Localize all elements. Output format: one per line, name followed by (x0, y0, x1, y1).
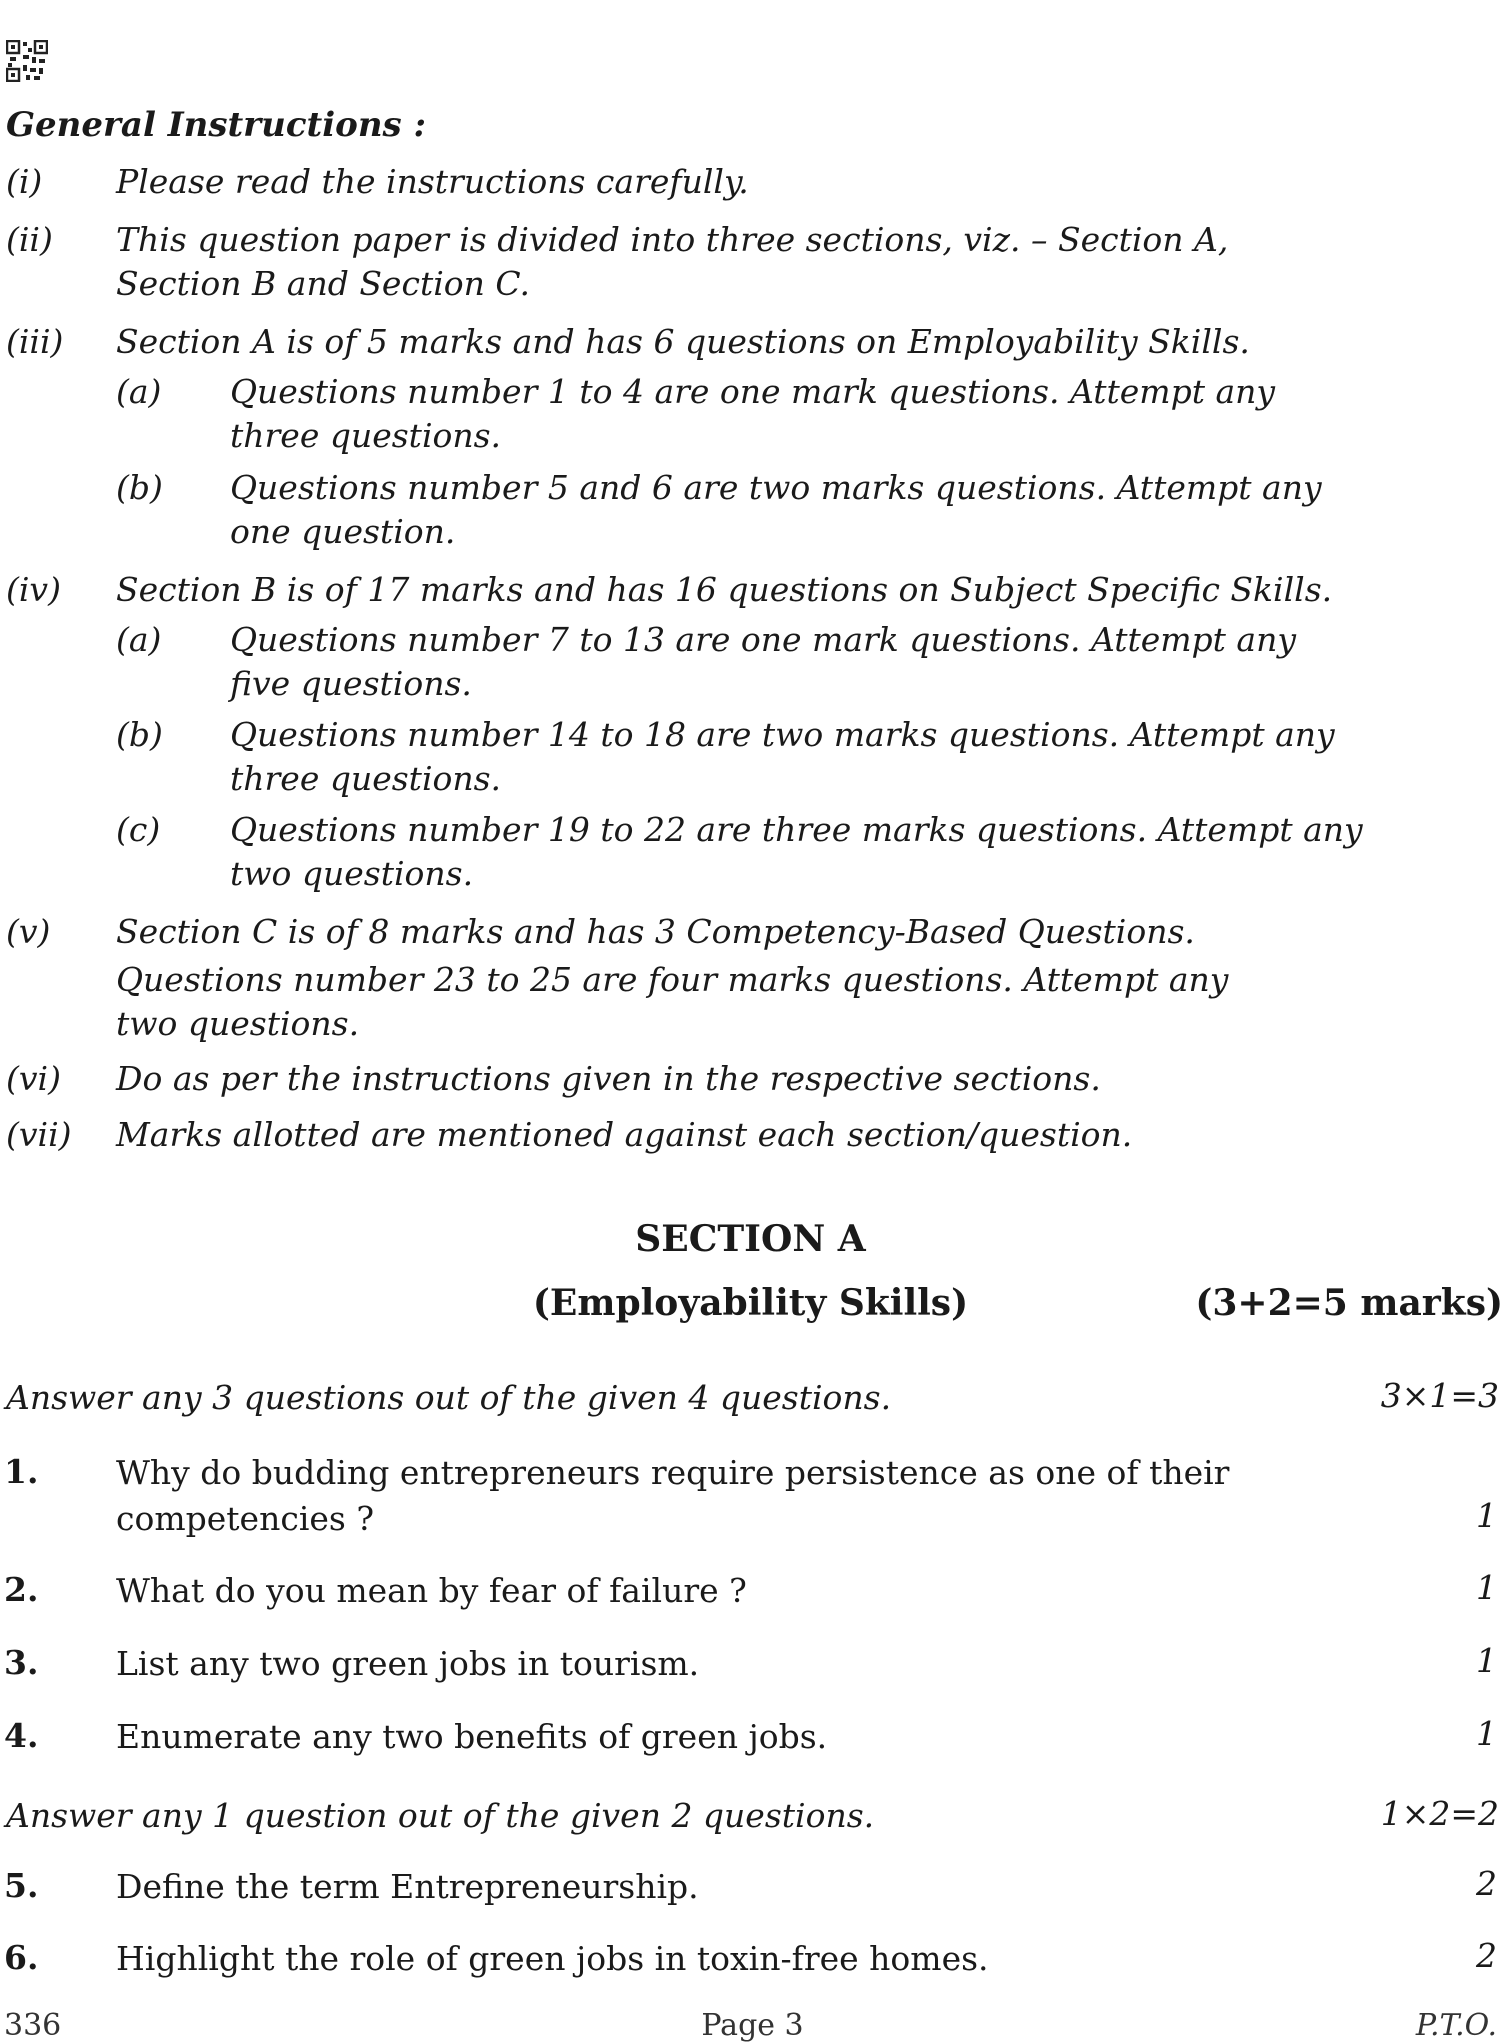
general-instructions-heading: General Instructions : (6, 105, 427, 145)
instruction-text: Marks allotted are mentioned against each section/question. (116, 1115, 1133, 1154)
question-text: Define the term Entrepreneurship. (116, 1867, 699, 1906)
instruction-number: (iii) (6, 322, 64, 361)
question-number: 5. (4, 1866, 39, 1905)
sub-instruction-line2: one question. (230, 512, 456, 551)
instruction-number: (vi) (6, 1059, 61, 1098)
instruction-number: (i) (6, 162, 43, 201)
sub-instruction-number: (a) (116, 372, 162, 411)
instruction-number: (v) (6, 912, 51, 951)
question-text-line1: Why do budding entrepreneurs require persistence as one of their (116, 1453, 1230, 1492)
question-number: 6. (4, 1938, 39, 1977)
instruction-text: Please read the instructions carefully. (116, 162, 749, 201)
footer-pto: P.T.O. (1415, 2008, 1497, 2043)
sub-instruction-line1: Questions number 7 to 13 are one mark questions. Attempt any (230, 620, 1297, 659)
instruction-text: Do as per the instructions given in the respective sections. (116, 1059, 1101, 1098)
sub-instruction-line1: Questions number 19 to 22 are three marks questions. Attempt any (230, 810, 1363, 849)
instruction-text: Section C is of 8 marks and has 3 Competency-Based Questions. (116, 912, 1195, 951)
instruction-text-line1: Questions number 23 to 25 are four marks questions. Attempt any (116, 960, 1229, 999)
sub-instruction-line1: Questions number 5 and 6 are two marks questions. Attempt any (230, 468, 1322, 507)
sub-instruction-line2: three questions. (230, 416, 502, 455)
footer-code: 336 (4, 2008, 62, 2043)
section-subtitle: (Employability Skills) (532, 1282, 969, 1324)
question-number: 3. (4, 1643, 39, 1682)
sub-instruction-line2: five questions. (230, 664, 472, 703)
question-number: 1. (4, 1452, 39, 1491)
sub-instruction-line1: Questions number 14 to 18 are two marks questions. Attempt any (230, 715, 1335, 754)
question-text: Highlight the role of green jobs in toxin-free homes. (116, 1939, 989, 1978)
question-marks: 1 (1476, 1568, 1497, 1607)
instruction-number: (ii) (6, 220, 53, 259)
instruction-text-line1: This question paper is divided into three sections, viz. – Section A, (116, 220, 1229, 259)
instruction-text-line2: two questions. (116, 1004, 360, 1043)
question-text-line2: competencies ? (116, 1499, 375, 1538)
sub-instruction-number: (c) (116, 810, 161, 849)
instruction-number: (iv) (6, 570, 61, 609)
sub-instruction-number: (b) (116, 468, 163, 507)
question-marks: 1 (1476, 1714, 1497, 1753)
group-marks: 1×2=2 (1380, 1794, 1499, 1833)
instruction-number: (vii) (6, 1115, 72, 1154)
sub-instruction-line2: three questions. (230, 759, 502, 798)
instruction-text-line2: Section B and Section C. (116, 264, 530, 303)
question-text: What do you mean by fear of failure ? (116, 1571, 747, 1610)
question-text: Enumerate any two benefits of green jobs. (116, 1717, 828, 1756)
sub-instruction-number: (b) (116, 715, 163, 754)
question-marks: 2 (1476, 1936, 1497, 1975)
question-number: 2. (4, 1570, 39, 1609)
sub-instruction-line1: Questions number 1 to 4 are one mark questions. Attempt any (230, 372, 1276, 411)
instruction-text: Section A is of 5 marks and has 6 questions on Employability Skills. (116, 322, 1250, 361)
footer-page-number: Page 3 (701, 2008, 804, 2043)
group-marks: 3×1=3 (1380, 1376, 1499, 1415)
question-number: 4. (4, 1716, 39, 1755)
section-marks: (3+2=5 marks) (1195, 1282, 1503, 1324)
question-marks: 2 (1476, 1864, 1497, 1903)
sub-instruction-line2: two questions. (230, 854, 474, 893)
question-text: List any two green jobs in tourism. (116, 1644, 700, 1683)
qr-code-icon (6, 40, 48, 82)
instruction-text: Section B is of 17 marks and has 16 questions on Subject Specific Skills. (116, 570, 1333, 609)
question-marks: 1 (1476, 1641, 1497, 1680)
sub-instruction-number: (a) (116, 620, 162, 659)
group-instruction-text: Answer any 1 question out of the given 2 questions. (6, 1796, 875, 1835)
section-title: SECTION A (635, 1218, 866, 1260)
question-marks: 1 (1476, 1496, 1497, 1535)
group-instruction-text: Answer any 3 questions out of the given 4 questions. (6, 1378, 892, 1417)
